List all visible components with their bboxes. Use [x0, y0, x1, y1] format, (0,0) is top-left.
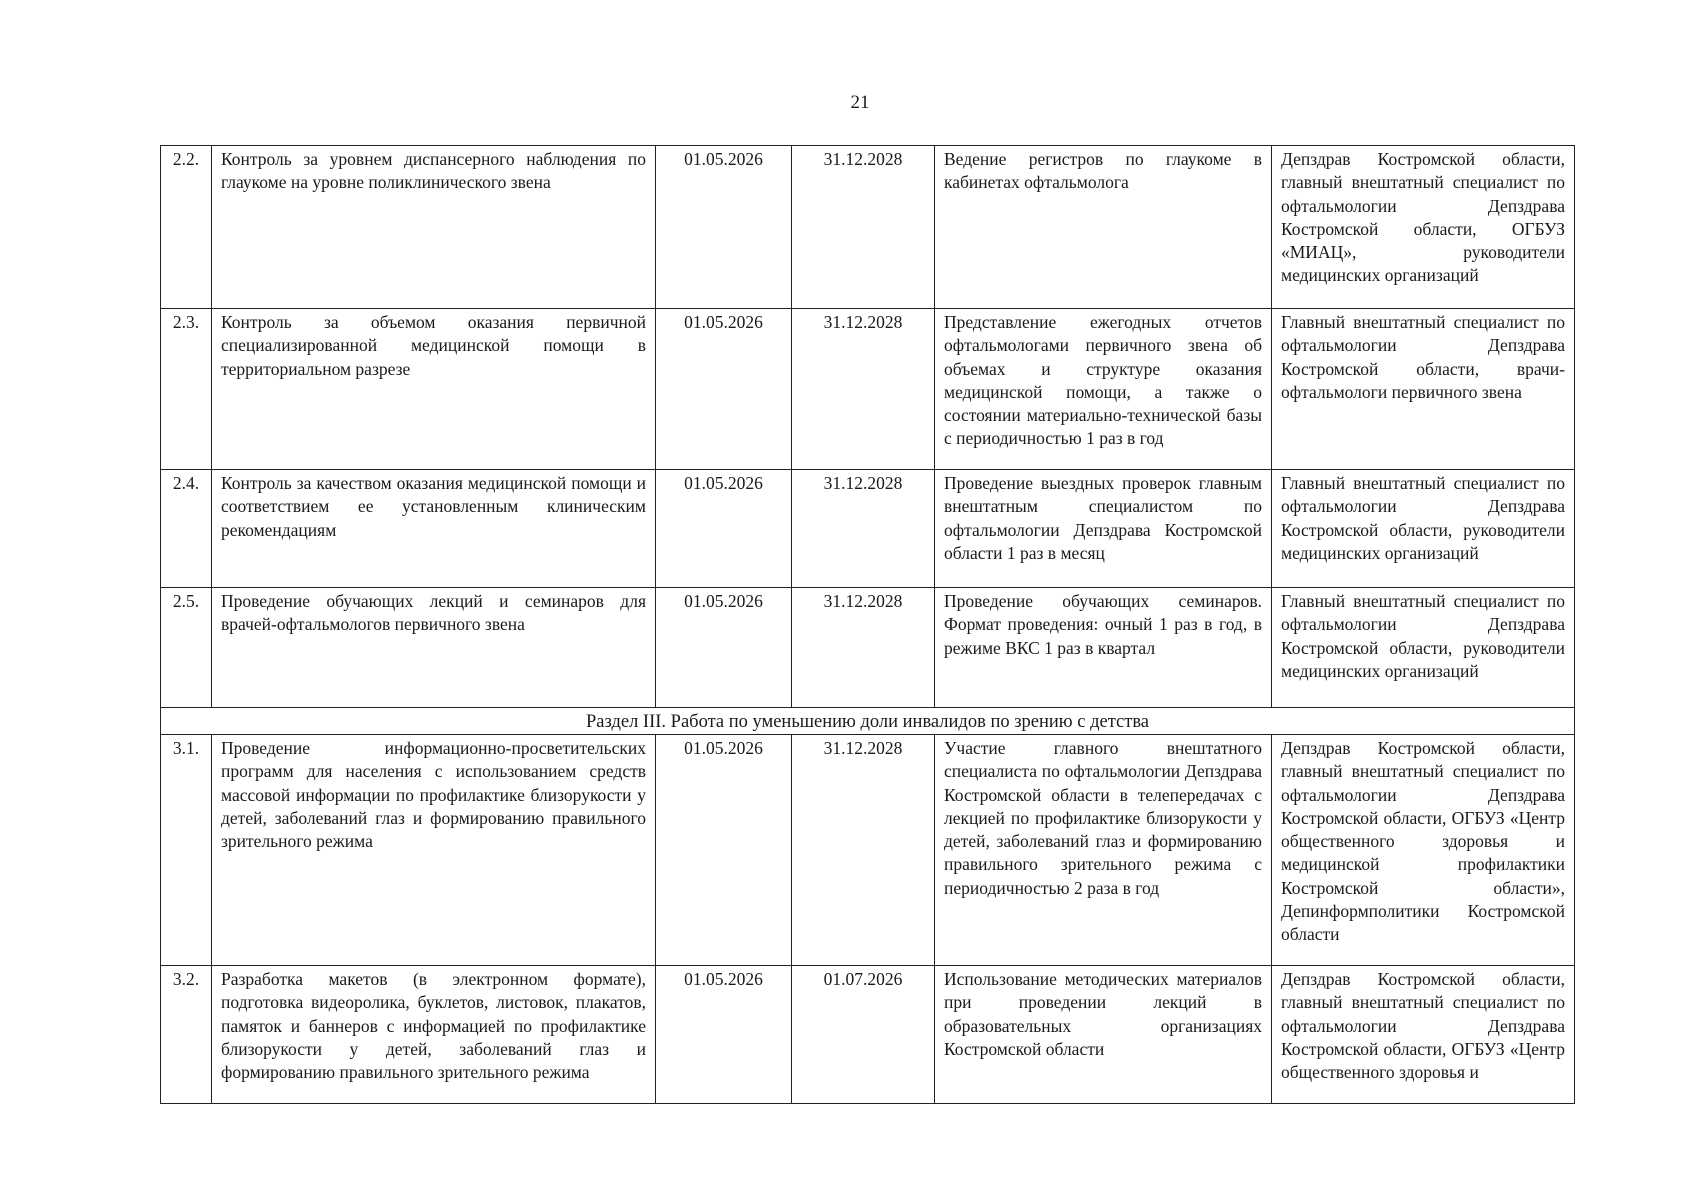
activity-cell: Разработка макетов (в электронном формате), подготовка видеоролика, буклетов, листовок, плакатов, памяток и баннеров с информацией по профилактике близорукости у детей, заболеваний глаз и формированию правильного зрительного режима — [212, 966, 656, 1104]
table-row — [161, 588, 1575, 708]
activity-cell: Контроль за уровнем диспансерного наблюдения по глаукоме на уровне поликлинического звена — [212, 146, 656, 309]
responsible-cell: Главный внештатный специалист по офтальмологии Депздрава Костромской области, руководители медицинских организаций — [1272, 588, 1575, 708]
start-date-cell: 01.05.2026 — [656, 470, 792, 588]
end-date-cell: 31.12.2028 — [792, 470, 935, 588]
section-row — [161, 708, 1575, 735]
row-number: 3.2. — [161, 966, 212, 1104]
start-date-cell: 01.05.2026 — [656, 146, 792, 309]
responsible-cell: Главный внештатный специалист по офтальмологии Депздрава Костромской области, врачи-офтальмологи первичного звена — [1272, 309, 1575, 470]
responsible-cell: Главный внештатный специалист по офтальмологии Депздрава Костромской области, руководители медицинских организаций — [1272, 470, 1575, 588]
table-row — [161, 735, 1575, 966]
end-date-cell: 31.12.2028 — [792, 146, 935, 309]
responsible-cell: Депздрав Костромской области, главный внештатный специалист по офтальмологии Депздрава Костромской области, ОГБУЗ «Центр общественного здоровья и медицинской профилактики Костромской области», Депинформполитики Костромской области — [1272, 735, 1575, 966]
row-number: 2.5. — [161, 588, 212, 708]
result-cell: Проведение выездных проверок главным внештатным специалистом по офтальмологии Депздрава Костромской области 1 раз в месяц — [935, 470, 1272, 588]
start-date-cell: 01.05.2026 — [656, 309, 792, 470]
section-heading: Раздел III. Работа по уменьшению доли инвалидов по зрению с детства — [161, 708, 1575, 735]
table-row — [161, 146, 1575, 309]
responsible-cell: Депздрав Костромской области, главный внештатный специалист по офтальмологии Депздрава Костромской области, ОГБУЗ «Центр общественного здоровья и — [1272, 966, 1575, 1104]
row-number: 3.1. — [161, 735, 212, 966]
result-cell: Использование методических материалов при проведении лекций в образовательных организациях Костромской области — [935, 966, 1272, 1104]
activity-cell: Контроль за объемом оказания первичной специализированной медицинской помощи в территориальном разрезе — [212, 309, 656, 470]
row-number: 2.2. — [161, 146, 212, 309]
table-row — [161, 470, 1575, 588]
result-cell: Ведение регистров по глаукоме в кабинетах офтальмолога — [935, 146, 1272, 309]
start-date-cell: 01.05.2026 — [656, 966, 792, 1104]
plan-table — [160, 145, 1575, 1104]
responsible-cell: Депздрав Костромской области, главный внештатный специалист по офтальмологии Депздрава Костромской области, ОГБУЗ «МИАЦ», руководители медицинских организаций — [1272, 146, 1575, 309]
activity-cell: Контроль за качеством оказания медицинской помощи и соответствием ее установленным клиническим рекомендациям — [212, 470, 656, 588]
end-date-cell: 31.12.2028 — [792, 588, 935, 708]
table-row — [161, 966, 1575, 1104]
row-number: 2.3. — [161, 309, 212, 470]
result-cell: Проведение обучающих семинаров. Формат проведения: очный 1 раз в год, в режиме ВКС 1 раз в квартал — [935, 588, 1272, 708]
end-date-cell: 31.12.2028 — [792, 735, 935, 966]
page-number: 21 — [850, 92, 870, 113]
table-row — [161, 309, 1575, 470]
activity-cell: Проведение информационно-просветительских программ для населения с использованием средств массовой информации по профилактике близорукости у детей, заболеваний глаз и формированию правильного зрительного режима — [212, 735, 656, 966]
start-date-cell: 01.05.2026 — [656, 735, 792, 966]
end-date-cell: 31.12.2028 — [792, 309, 935, 470]
activity-cell: Проведение обучающих лекций и семинаров для врачей-офтальмологов первичного звена — [212, 588, 656, 708]
start-date-cell: 01.05.2026 — [656, 588, 792, 708]
end-date-cell: 01.07.2026 — [792, 966, 935, 1104]
row-number: 2.4. — [161, 470, 212, 588]
result-cell: Участие главного внештатного специалиста по офтальмологии Депздрава Костромской области в телепередачах с лекцией по профилактике близорукости у детей, заболеваний глаз и формированию правильного зрительного режима с периодичностью 2 раза в год — [935, 735, 1272, 966]
result-cell: Представление ежегодных отчетов офтальмологами первичного звена об объемах и структуре оказания медицинской помощи, а также о состоянии материально-технической базы с периодичностью 1 раз в год — [935, 309, 1272, 470]
